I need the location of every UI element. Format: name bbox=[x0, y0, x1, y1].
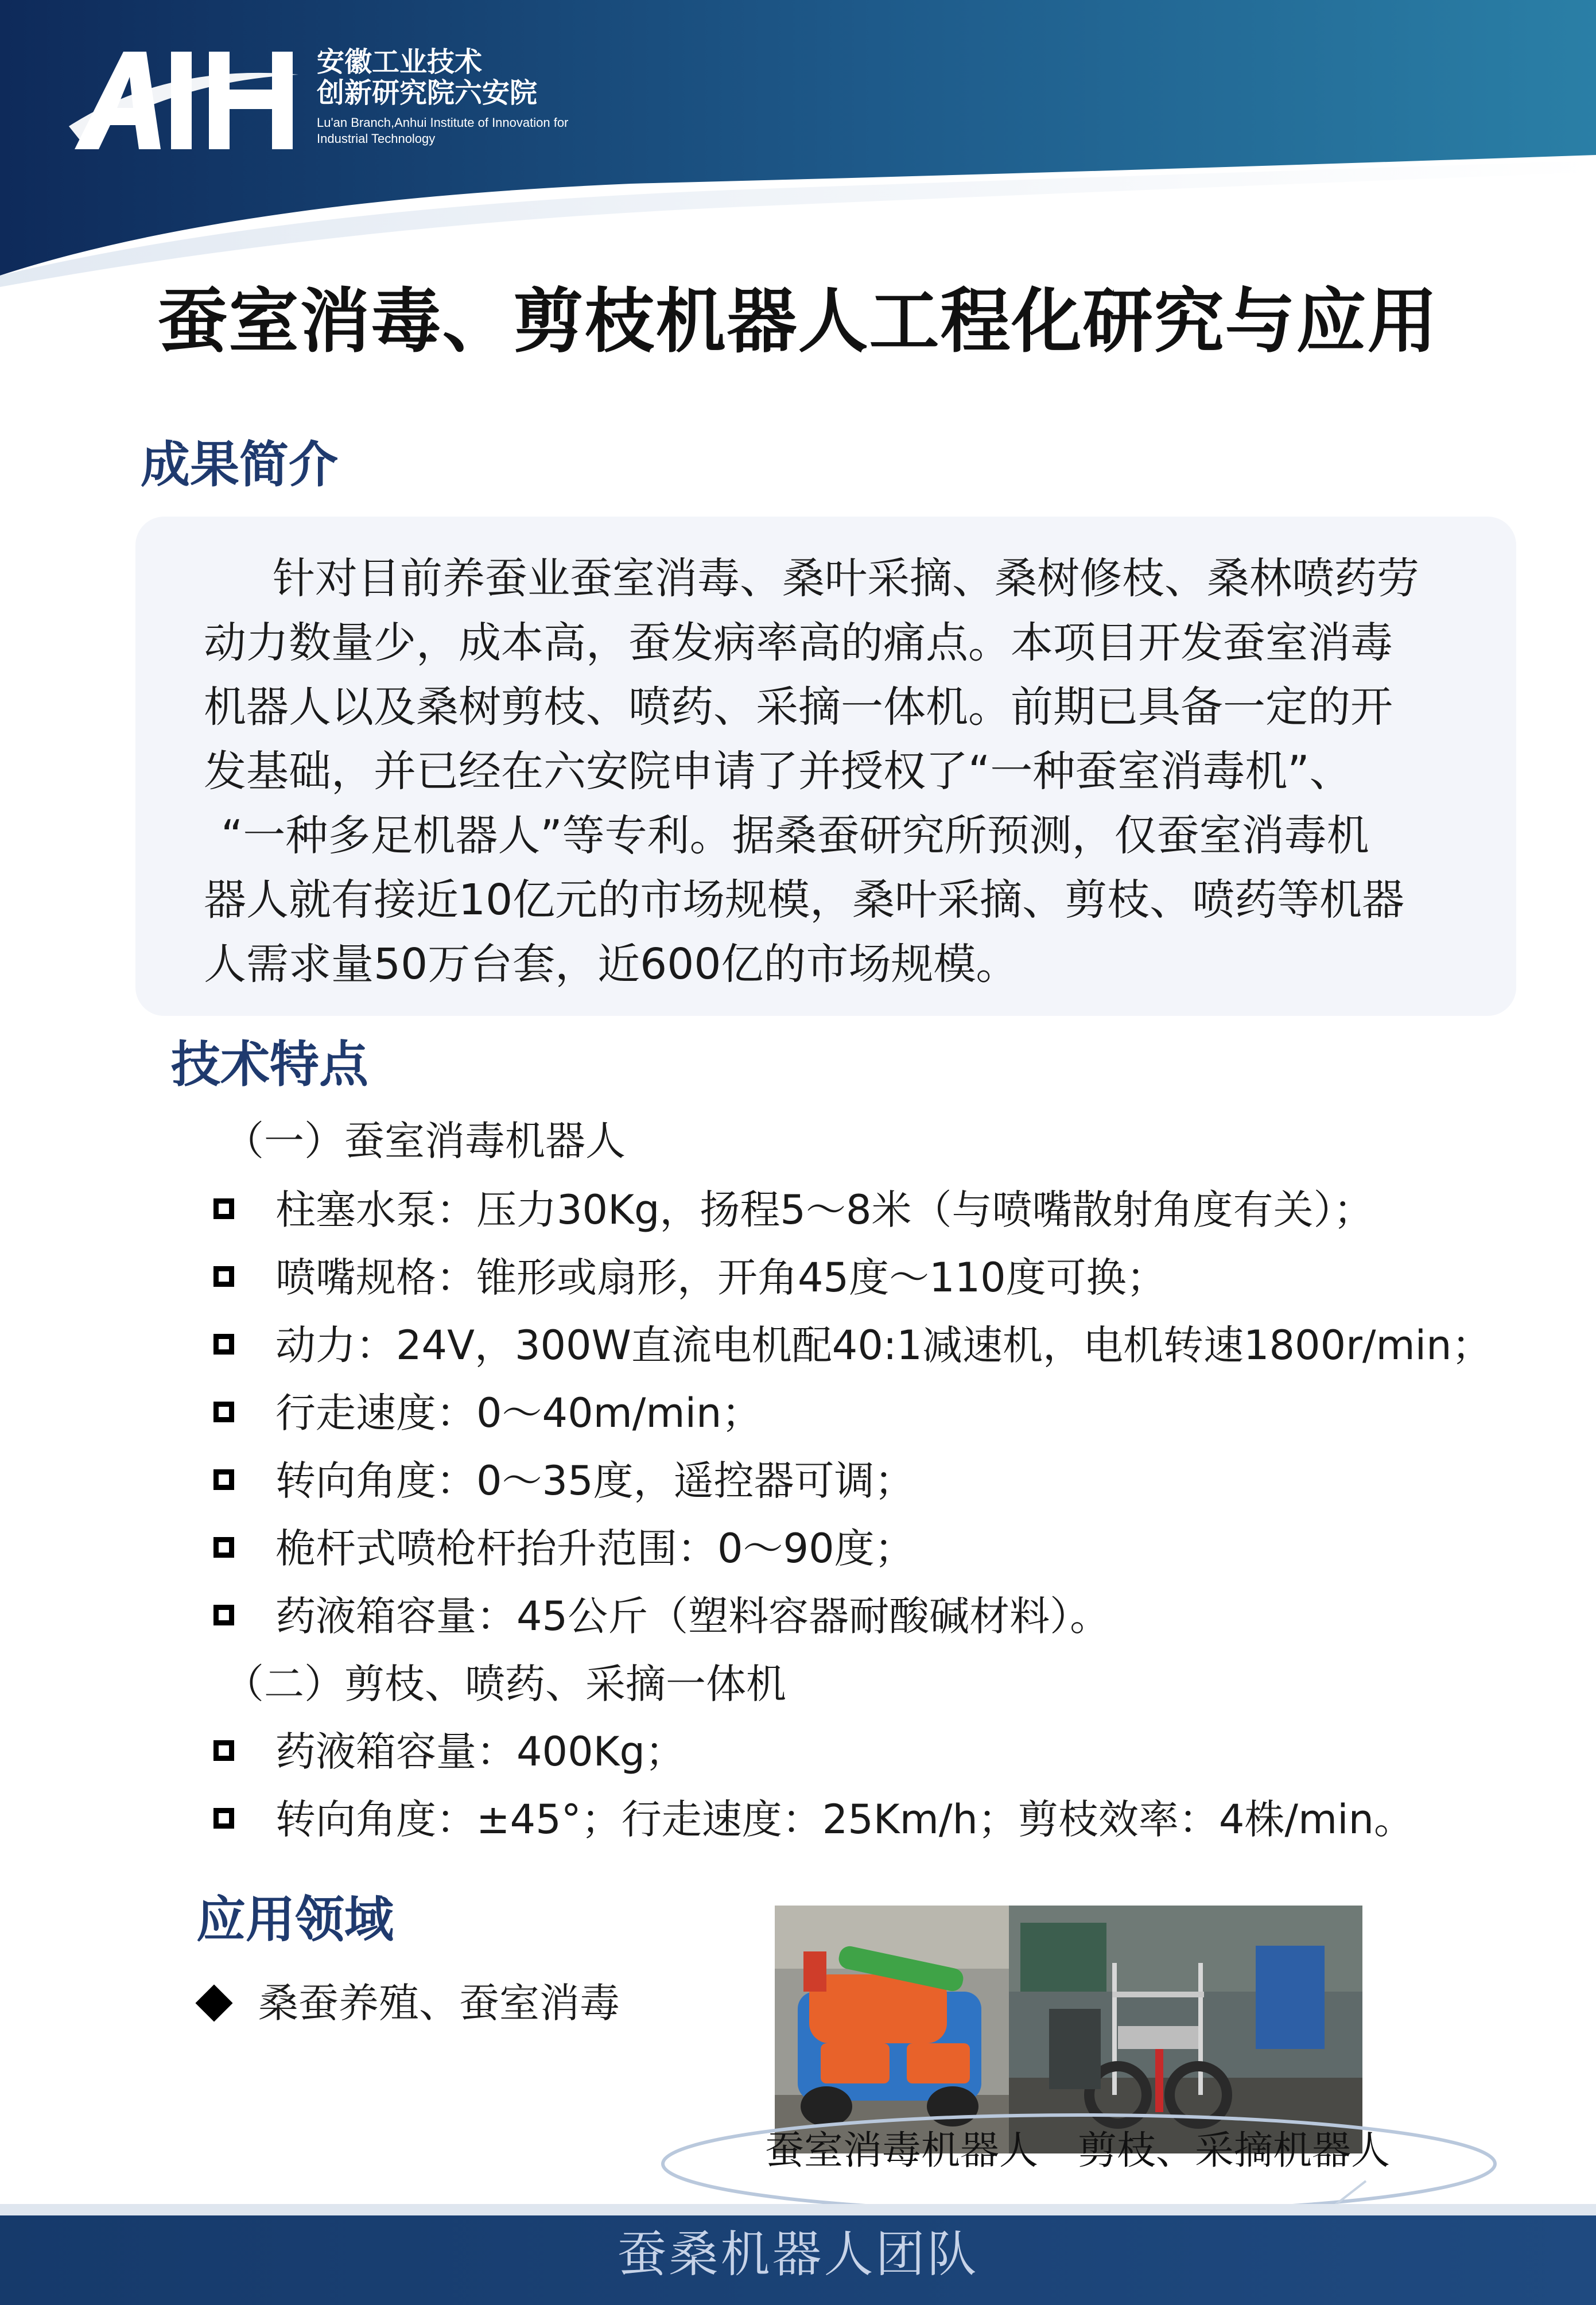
org-name-en-line2: Industrial Technology bbox=[317, 131, 436, 146]
feature-item-text: 药液箱容量：400Kg； bbox=[275, 1728, 685, 1775]
institute-logo bbox=[69, 40, 310, 155]
photo-caption-pruning: 剪枝、采摘机器人 bbox=[1078, 2128, 1391, 2174]
checkbox-icon bbox=[213, 1402, 234, 1422]
summary-line: 人需求量50万台套，近600亿的市场规模。 bbox=[204, 940, 1019, 989]
feature-group-title: （二）剪枝、喷药、采摘一体机 bbox=[224, 1660, 786, 1708]
checkbox-icon bbox=[213, 1198, 234, 1219]
diamond-bullet-icon bbox=[195, 1984, 232, 2021]
team-name: 蚕桑机器人团队 bbox=[617, 2226, 979, 2283]
summary-line: 发基础，并已经在六安院申请了并授权了“一种蚕室消毒机”、 bbox=[204, 747, 1352, 796]
checkbox-icon bbox=[213, 1469, 234, 1490]
summary-line: 针对目前养蚕业蚕室消毒、桑叶采摘、桑树修枝、桑林喷药劳 bbox=[273, 554, 1419, 603]
org-name-line2: 创新研究院六安院 bbox=[317, 77, 538, 109]
feature-item-text: 动力：24V，300W直流电机配40:1减速机，电机转速1800r/min； bbox=[275, 1322, 1492, 1369]
checkbox-icon bbox=[213, 1266, 234, 1287]
checkbox-icon bbox=[213, 1537, 234, 1558]
summary-line: 器人就有接近10亿元的市场规模，桑叶采摘、剪枝、喷药等机器 bbox=[204, 875, 1405, 925]
checkbox-icon bbox=[213, 1808, 234, 1829]
feature-item-text: 行走速度：0～40m/min； bbox=[275, 1390, 762, 1437]
photo-caption-disinfection: 蚕室消毒机器人 bbox=[765, 2128, 1039, 2174]
feature-item-text: 喷嘴规格：锥形或扇形，开角45度～110度可换； bbox=[275, 1254, 1167, 1301]
feature-item-text: 转向角度：0～35度，遥控器可调； bbox=[275, 1457, 915, 1504]
application-heading: 应用领域 bbox=[196, 1891, 394, 1949]
page-title: 蚕室消毒、剪枝机器人工程化研究与应用 bbox=[157, 281, 1439, 362]
org-name-line1: 安徽工业技术 bbox=[317, 46, 483, 78]
checkbox-icon bbox=[213, 1605, 234, 1625]
summary-heading: 成果简介 bbox=[141, 436, 338, 494]
summary-line: 动力数量少，成本高，蚕发病率高的痛点。本项目开发蚕室消毒 bbox=[204, 618, 1393, 668]
org-name-en-line1: Lu'an Branch,Anhui Institute of Innovation for bbox=[317, 115, 569, 130]
feature-item-text: 药液箱容量：45公斤（塑料容器耐酸碱材料）。 bbox=[275, 1593, 1110, 1640]
features-heading: 技术特点 bbox=[171, 1036, 368, 1093]
application-item: 桑蚕养殖、蚕室消毒 bbox=[258, 1980, 620, 2027]
feature-item-text: 转向角度：±45°；行走速度：25Km/h；剪枝效率：4株/min。 bbox=[275, 1796, 1414, 1843]
feature-item-text: 桅杆式喷枪杆抬升范围：0～90度； bbox=[275, 1525, 915, 1572]
checkbox-icon bbox=[213, 1740, 234, 1761]
feature-group-title: （一）蚕室消毒机器人 bbox=[224, 1117, 626, 1165]
checkbox-icon bbox=[213, 1334, 234, 1355]
summary-line: 机器人以及桑树剪枝、喷药、采摘一体机。前期已具备一定的开 bbox=[204, 682, 1393, 732]
feature-item-text: 柱塞水泵：压力30Kg，扬程5～8米（与喷嘴散射角度有关）； bbox=[275, 1186, 1374, 1233]
summary-line: “一种多足机器人”等专利。据桑蚕研究所预测，仅蚕室消毒机 bbox=[221, 811, 1369, 860]
